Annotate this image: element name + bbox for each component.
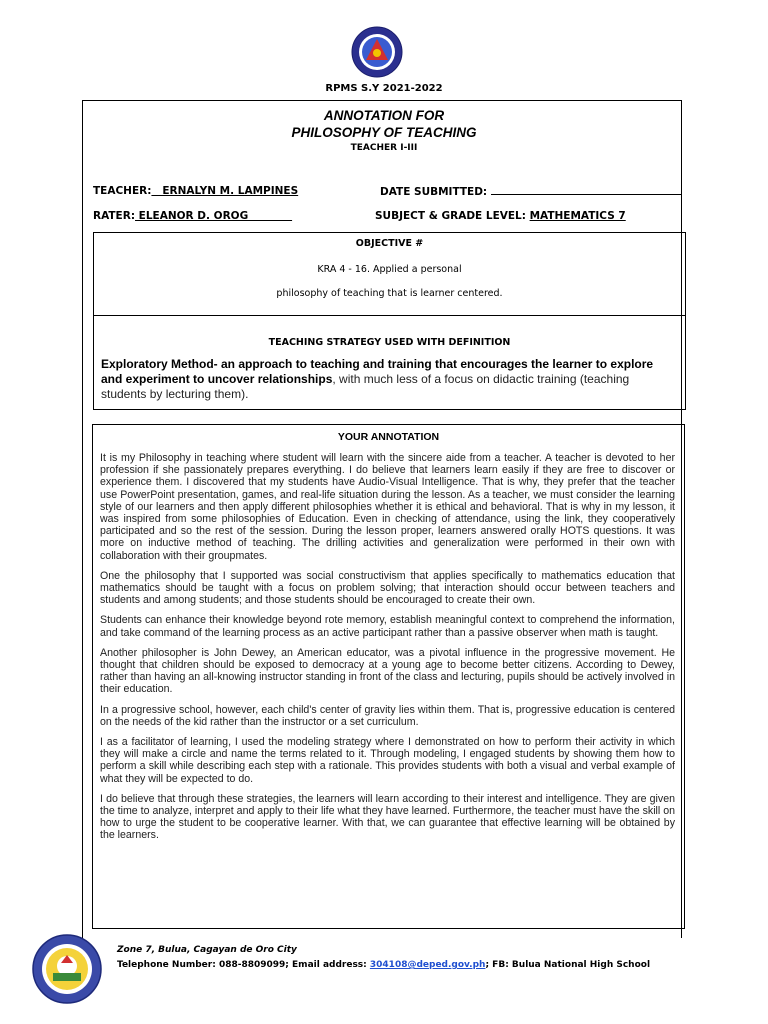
subject-grade-value: MATHEMATICS 7 (529, 210, 626, 222)
date-submitted-label: DATE SUBMITTED: (380, 186, 488, 198)
title-line-2: PHILOSOPHY OF TEACHING (291, 125, 477, 140)
footer-phone: Telephone Number: 088-8809099; Email address: (117, 960, 370, 970)
footer-contact (117, 960, 650, 970)
annotation-paragraph: Another philosopher is John Dewey, an American educator, was a pivotal influence in the progressive movement. He thought that children should be exposed to democracy at a young age to become better citizens. According to Dewey, rather than having an all-knowing instructor standing in front of the class and lecturing, pupils should be actively involved in their education. (100, 646, 675, 696)
rater-label: RATER: (93, 210, 136, 222)
teacher-label: TEACHER: (93, 185, 152, 197)
objective-divider (93, 315, 686, 316)
rpms-school-year: RPMS S.Y 2021-2022 (325, 83, 443, 94)
date-submitted-blank (491, 185, 681, 195)
strategy-bold-text: Exploratory Method- an approach to teaching and training that encourages the learner to explore and experiment to uncover relationships (101, 357, 654, 386)
annotation-paragraph: Students can enhance their knowledge beyond rote memory, establish meaningful context to comprehend the information, and take command of the learning process as an active participant rather than a passive observer when math is taught. (100, 614, 675, 639)
footer-fb: ; FB: Bulua National High School (485, 960, 651, 970)
objective-box (93, 232, 686, 410)
annotation-box (92, 424, 685, 929)
teacher-value: ERNALYN M. LAMPINES (151, 185, 299, 197)
school-seal-logo (31, 933, 103, 1005)
annotation-paragraph: In a progressive school, however, each child's center of gravity lies within them. That is, progressive education is centered on the needs of the kid rather than the instructor or a set curriculum. (100, 703, 675, 728)
annotation-paragraph: One the philosophy that I supported was social constructivism that applies specifically to mathematics education that mathematics should be taught with a focus on problem solving; that interaction should occur between teachers and students and among students; and those students should be encouraged to create their own. (100, 569, 675, 607)
strategy-rest-text: , with much less of a focus on didactic training (teaching students by lecturing them). (101, 372, 630, 401)
subject-grade-field (375, 210, 626, 222)
rater-value: ELEANOR D. OROG (135, 210, 293, 222)
date-submitted-field (380, 185, 681, 198)
objective-line-2: philosophy of teaching that is learner centered. (276, 288, 503, 299)
annotation-paragraph: I as a facilitator of learning, I used the modeling strategy where I demonstrated on how to perform their activity in which they will make a circle and name the terms related to it. Through modeling, I engaged students by showing them how to perform a skill while describing each step with a rationale. This provides students with both a visual and verbal example of what they will be expected to do. (100, 736, 675, 785)
subject-grade-label: SUBJECT & GRADE LEVEL: (375, 210, 526, 222)
annotation-heading: YOUR ANNOTATION (337, 431, 440, 443)
footer-email-link[interactable]: 304108@deped.gov.ph (369, 960, 486, 970)
strategy-definition (101, 357, 675, 402)
title-line-1: ANNOTATION FOR (323, 108, 445, 123)
annotation-paragraph: I do believe that through these strategies, the learners will learn according to their interest and intelligence. They are given the time to analyze, interpret and apply to their life what they have learned. Furthermore, the teacher must have the skill on how to urge the student to be cooperative learner. With that, we can guarantee that effective learning will be obtained by the learners. (100, 792, 675, 842)
objective-line-1: KRA 4 - 16. Applied a personal (317, 264, 462, 275)
deped-seal-logo (351, 26, 403, 78)
rater-field (93, 210, 292, 222)
strategy-heading: TEACHING STRATEGY USED WITH DEFINITION (268, 337, 511, 348)
objective-heading: OBJECTIVE # (355, 238, 424, 249)
teacher-field (93, 185, 298, 197)
annotation-body (100, 452, 675, 850)
teacher-level-subtitle: TEACHER I-III (350, 143, 418, 153)
annotation-paragraph: It is my Philosophy in teaching where student will learn with the sincere aide from a teacher. A teacher is devoted to her profession if she passionately prepares everything. I do believe that learners learn easily if they are free to discover or experience them. I discovered that my students have Audio-Visual Intelligence. That is why, they prefer that the teacher use PowerPoint presentation, games, and real-life situation during the lesson. As a teacher, we must consider the learning style of our learners and then apply different philosophies whether it is ethical and behavioral. That is why in my lesson, it was inspired from some philosophies of Education. Even in checking of attendance, using the link, they cooperatively participated and so the rest of the session. During the lesson proper, learners answered orally HOTS questions. It was more on inductive method of teaching. The drilling activities and generalization were performed in their own with collaboration with their groupmates. (100, 452, 675, 562)
footer-address: Zone 7, Bulua, Cagayan de Oro City (117, 945, 297, 955)
